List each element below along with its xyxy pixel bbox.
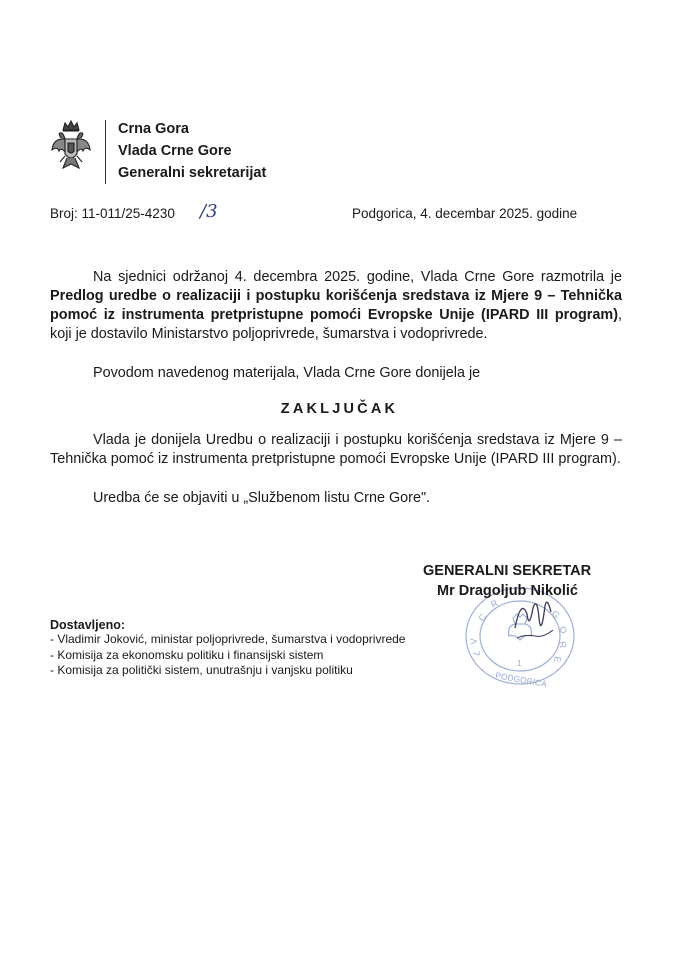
signature-title: GENERALNI SEKRETAR — [423, 563, 592, 579]
conclusion-heading: ZAKLJUČAK — [280, 401, 399, 417]
svg-text:PODGORICA: PODGORICA — [494, 670, 548, 689]
header-divider — [105, 120, 106, 184]
paragraph-session — [50, 268, 622, 344]
paragraph-session-end: , koji je dostavilo Ministarstvo poljoprivrede, šumarstva i vodoprivrede. — [50, 307, 622, 342]
paragraph-conclusion-text: Vlada je donijela Uredbu o realizaciji i postupku korišćenja sredstava iz Mjere 9 – Tehnička pomoć iz instrumenta pretpristupne pomoći Evropske Unije (IPARD III program). — [50, 432, 622, 467]
svg-text:E: E — [551, 655, 563, 664]
header-country: Crna Gora — [118, 121, 189, 137]
svg-text:1: 1 — [517, 659, 522, 668]
distribution-list — [50, 632, 405, 679]
svg-text:R: R — [557, 640, 569, 649]
signature-name: Mr Dragoljub Nikolić — [437, 583, 578, 599]
paragraph-publication: Uredba će se objaviti u „Službenom listu Crne Gore". — [93, 490, 431, 506]
paragraph-decision-intro: Povodom navedenog materijala, Vlada Crne Gore donijela je — [93, 365, 481, 381]
place-and-date: Podgorica, 4. decembar 2025. godine — [352, 206, 578, 221]
svg-text:G: G — [549, 608, 562, 621]
paragraph-session-intro: Na sjednici održanoj 4. decembra 2025. godine, Vlada Crne Gore razmotrila je — [93, 269, 622, 285]
svg-text:O: O — [557, 624, 570, 636]
paragraph-session-bold: Predlog uredbe o realizaciji i postupku korišćenja sredstava iz Mjere 9 – Tehnička pomoć iz instrumenta pretpristupne pomoći Evropske Unije (IPARD III program) — [50, 288, 622, 323]
distribution-item: - Komisija za politički sistem, unutrašnju i vanjsku politiku — [50, 663, 353, 677]
distribution-item: - Komisija za ekonomsku politiku i finansijski sistem — [50, 647, 324, 662]
header-secretariat: Generalni sekretarijat — [118, 165, 267, 181]
distribution-label: Dostavljeno: — [50, 618, 126, 632]
paragraph-conclusion — [50, 431, 622, 469]
header-government: Vlada Crne Gore — [118, 143, 232, 159]
reference-handwritten-suffix: /3 — [200, 201, 218, 222]
reference-number: Broj: 11-011/25-4230 — [50, 206, 175, 221]
svg-text:R: R — [489, 597, 500, 610]
coat-of-arms-icon — [49, 118, 93, 176]
svg-text:C: C — [476, 612, 489, 624]
svg-text:V: V — [468, 637, 479, 645]
svg-text:L: L — [471, 649, 483, 657]
distribution-item: - Vladimir Joković, ministar poljoprivrede, šumarstva i vodoprivrede — [50, 632, 406, 646]
